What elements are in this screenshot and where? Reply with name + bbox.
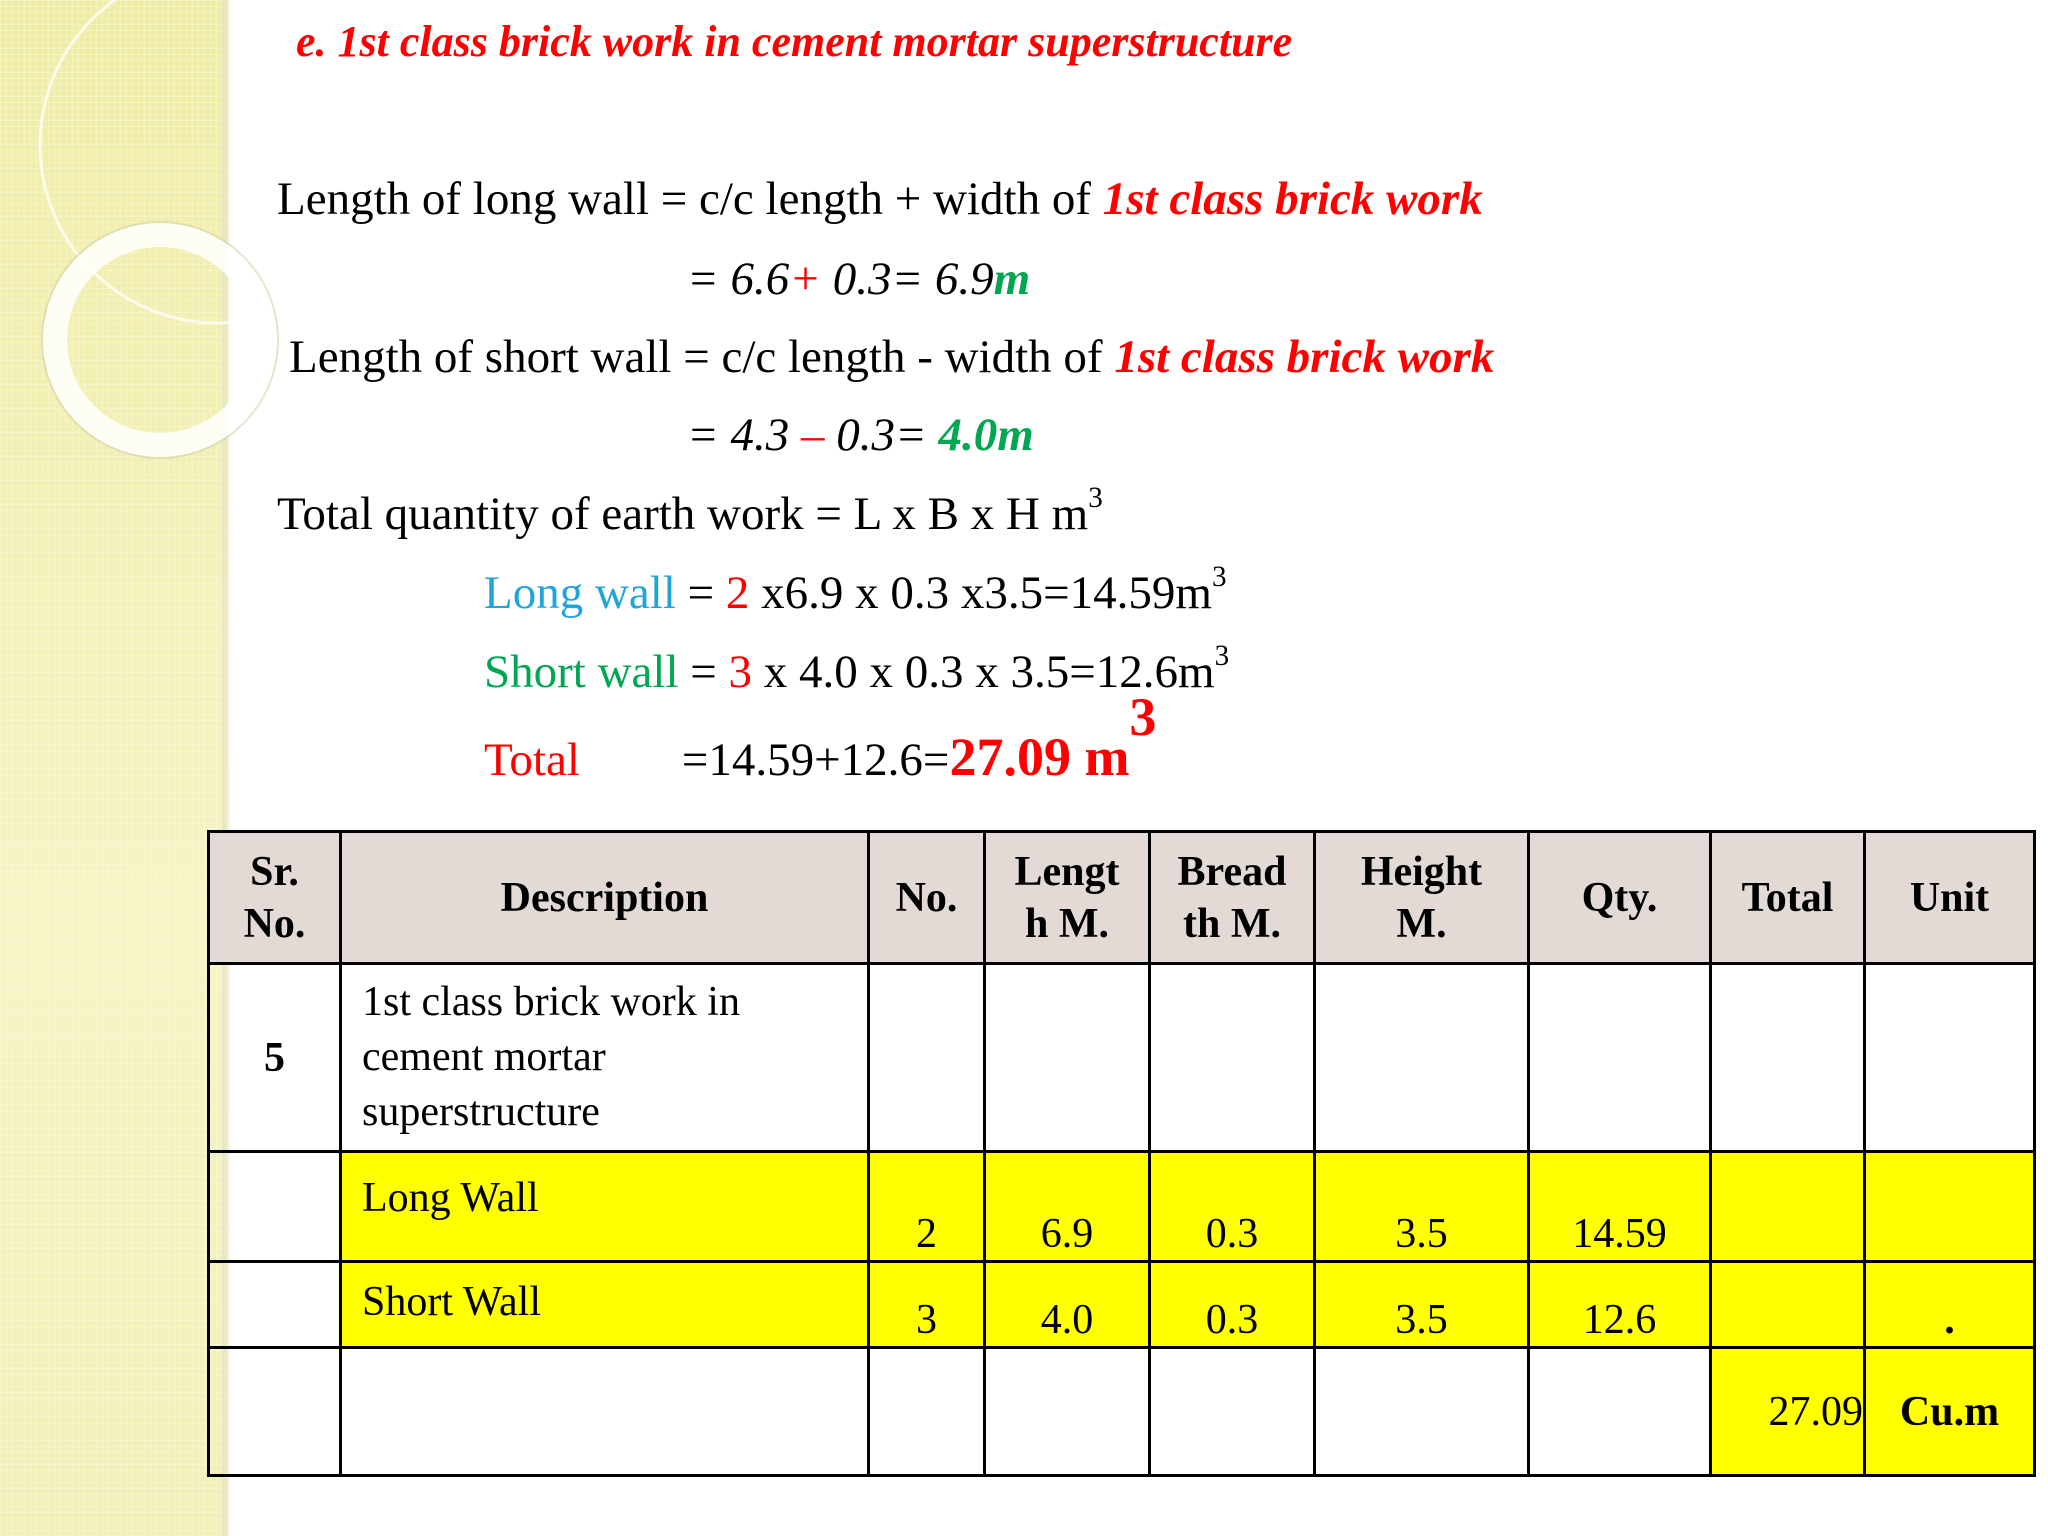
grand-total-qty bbox=[1529, 1348, 1711, 1476]
total-volume-label: Total bbox=[484, 734, 580, 786]
item-no bbox=[869, 964, 985, 1152]
long-wall-length-line bbox=[277, 172, 1483, 226]
short-wall-count: 3 bbox=[728, 646, 753, 698]
slide-title: e. 1st class brick work in cement mortar superstructure bbox=[296, 17, 1293, 66]
long-wall-eq-b: 0.3= 6.9 bbox=[820, 253, 994, 305]
total-volume-result: 27.09 m bbox=[949, 727, 1130, 787]
long-wall-eq-unit: m bbox=[993, 253, 1031, 305]
long-wall-volume-eq: = bbox=[675, 567, 726, 619]
table-row-grand-total bbox=[209, 1348, 2035, 1476]
short-wall-unit: . bbox=[1865, 1262, 2035, 1348]
grand-total-breadth bbox=[1150, 1348, 1315, 1476]
long-wall-label: Length of long wall = c/c length + width of bbox=[277, 173, 1103, 225]
short-wall-no: 3 bbox=[869, 1262, 985, 1348]
header-qty: Qty. bbox=[1529, 832, 1711, 964]
grand-total-unit: Cu.m bbox=[1865, 1348, 2035, 1476]
total-volume-eq: =14.59+12.6= bbox=[681, 734, 950, 786]
long-wall-volume-line bbox=[484, 561, 1227, 620]
long-wall-height: 3.5 bbox=[1315, 1152, 1529, 1262]
short-wall-emphasis: 1st class brick work bbox=[1114, 331, 1495, 383]
item-breadth bbox=[1150, 964, 1315, 1152]
header-breadth: Bread th M. bbox=[1150, 832, 1315, 964]
header-unit: Unit bbox=[1865, 832, 2035, 964]
small-ring bbox=[55, 235, 265, 445]
grand-total-no bbox=[869, 1348, 985, 1476]
long-wall-total bbox=[1711, 1152, 1865, 1262]
long-wall-emphasis: 1st class brick work bbox=[1102, 173, 1483, 225]
short-wall-volume-label: Short wall bbox=[484, 646, 679, 698]
total-volume-line bbox=[484, 686, 1157, 788]
header-sr-no: Sr. No. bbox=[209, 832, 341, 964]
long-wall-equation bbox=[687, 252, 1030, 306]
short-wall-breadth: 0.3 bbox=[1150, 1262, 1315, 1348]
short-wall-length-line bbox=[289, 330, 1494, 384]
short-wall-label: Length of short wall = c/c length - width of bbox=[289, 331, 1115, 383]
short-wall-volume-sup: 3 bbox=[1214, 640, 1230, 673]
long-wall-count: 2 bbox=[725, 567, 750, 619]
quantity-table bbox=[207, 830, 2036, 1477]
short-wall-sr bbox=[209, 1262, 341, 1348]
short-wall-volume-line bbox=[484, 640, 1230, 699]
long-wall-length: 6.9 bbox=[985, 1152, 1150, 1262]
long-wall-qty: 14.59 bbox=[1529, 1152, 1711, 1262]
long-wall-breadth: 0.3 bbox=[1150, 1152, 1315, 1262]
short-wall-equation bbox=[687, 408, 1034, 462]
item-qty bbox=[1529, 964, 1711, 1152]
header-description: Description bbox=[341, 832, 869, 964]
item-length bbox=[985, 964, 1150, 1152]
grand-total-height bbox=[1315, 1348, 1529, 1476]
item-description: 1st class brick work in cement mortar superstructure bbox=[341, 964, 869, 1152]
table-row-long-wall bbox=[209, 1152, 2035, 1262]
short-wall-eq-op: – bbox=[800, 409, 825, 461]
grand-total-sr bbox=[209, 1348, 341, 1476]
long-wall-unit bbox=[1865, 1152, 2035, 1262]
total-volume-sup: 3 bbox=[1129, 686, 1157, 747]
long-wall-volume-label: Long wall bbox=[484, 567, 676, 619]
header-no: No. bbox=[869, 832, 985, 964]
total-quantity-label: Total quantity of earth work = L x B x H m bbox=[277, 488, 1089, 540]
long-wall-eq-op: + bbox=[789, 253, 821, 305]
grand-total-description bbox=[341, 1348, 869, 1476]
short-wall-volume-rest: x 4.0 x 0.3 x 3.5=12.6m bbox=[752, 646, 1215, 698]
item-sr-no: 5 bbox=[209, 964, 341, 1152]
long-wall-description: Long Wall bbox=[341, 1152, 869, 1262]
grand-total-value: 27.09 bbox=[1711, 1348, 1865, 1476]
table-row-item bbox=[209, 964, 2035, 1152]
item-height bbox=[1315, 964, 1529, 1152]
table-row-short-wall bbox=[209, 1262, 2035, 1348]
short-wall-eq-a: = 4.3 bbox=[687, 409, 801, 461]
long-wall-sr bbox=[209, 1152, 341, 1262]
item-unit bbox=[1865, 964, 2035, 1152]
short-wall-description: Short Wall bbox=[341, 1262, 869, 1348]
header-length: Lengt h M. bbox=[985, 832, 1150, 964]
short-wall-eq-result: 4.0m bbox=[938, 409, 1034, 461]
short-wall-volume-eq: = bbox=[678, 646, 729, 698]
total-quantity-line bbox=[277, 482, 1103, 541]
long-wall-no: 2 bbox=[869, 1152, 985, 1262]
short-wall-qty: 12.6 bbox=[1529, 1262, 1711, 1348]
short-wall-height: 3.5 bbox=[1315, 1262, 1529, 1348]
header-height: Height M. bbox=[1315, 832, 1529, 964]
total-quantity-sup: 3 bbox=[1088, 482, 1103, 515]
short-wall-length: 4.0 bbox=[985, 1262, 1150, 1348]
short-wall-total bbox=[1711, 1262, 1865, 1348]
long-wall-volume-rest: x6.9 x 0.3 x3.5=14.59m bbox=[749, 567, 1212, 619]
short-wall-eq-b: 0.3= bbox=[824, 409, 939, 461]
table-header-row bbox=[209, 832, 2035, 964]
decorative-rings bbox=[0, 0, 300, 520]
grand-total-length bbox=[985, 1348, 1150, 1476]
long-wall-eq-a: = 6.6 bbox=[687, 253, 790, 305]
long-wall-volume-sup: 3 bbox=[1211, 561, 1227, 594]
header-total: Total bbox=[1711, 832, 1865, 964]
item-total bbox=[1711, 964, 1865, 1152]
